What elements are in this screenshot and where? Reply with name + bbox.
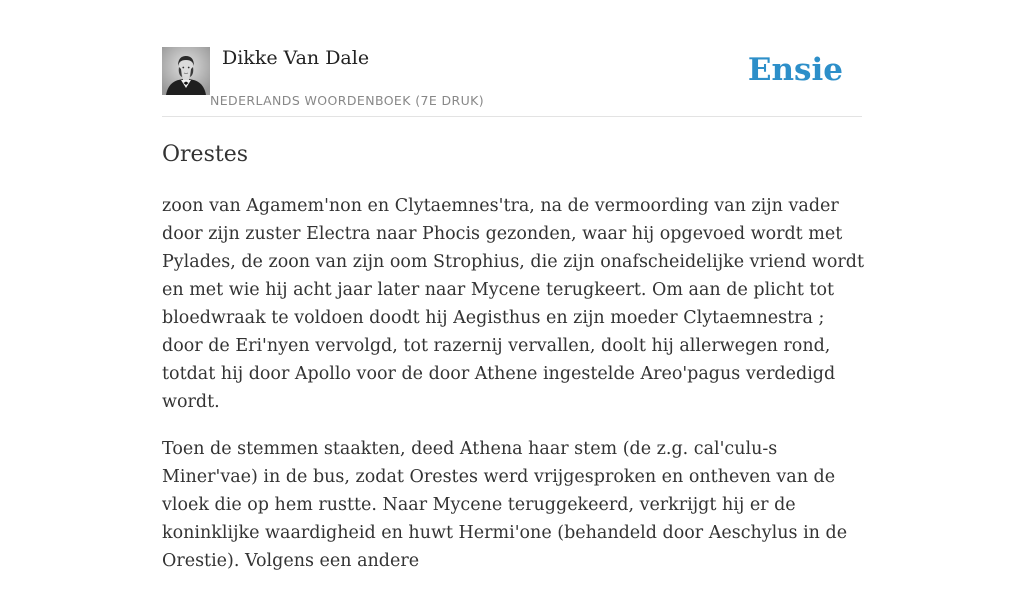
entry-header	[162, 46, 862, 117]
author-name[interactable]: Dikke Van Dale	[222, 47, 370, 69]
entry-paragraph: Toen de stemmen staakten, deed Athena haar stem (de z.g. cal'culu-s Miner'vae) in de bus, zodat Orestes werd vrijgesproken en ontheven van de vloek die op hem rustte. Naar Mycene teruggekeerd, verkrijgt hij er de koninklijke waardigheid en huwt Hermi'one (behandeld door Aeschylus in de Orestie). Volgens een andere	[162, 439, 848, 571]
portrait-image	[162, 47, 210, 95]
source-label: NEDERLANDS WOORDENBOEK (7E DRUK)	[210, 93, 485, 108]
entry-paragraph: zoon van Agamem'non en Clytaemnes'tra, na de vermoording van zijn vader door zijn zuster Electra naar Phocis gezonden, waar hij opgevoed wordt met Pylades, de zoon van zijn oom Strophius, die zijn onafscheidelijke vriend wordt en met wie hij acht jaar later naar Mycene terugkeert. Om aan de plicht tot bloedwraak te voldoen doodt hij Aegisthus en zijn moeder Clytaemnestra ; door de Eri'nyen vervolgd, tot razernij vervallen, doolt hij allerwegen rond, totdat hij door Apollo voor de door Athene ingestelde Areo'pagus verdedigd wordt.	[162, 196, 865, 412]
entry-content	[162, 192, 868, 594]
author-avatar[interactable]	[162, 47, 210, 95]
brand-logo[interactable]: Ensie	[747, 52, 843, 88]
entry-title: Orestes	[162, 142, 249, 167]
